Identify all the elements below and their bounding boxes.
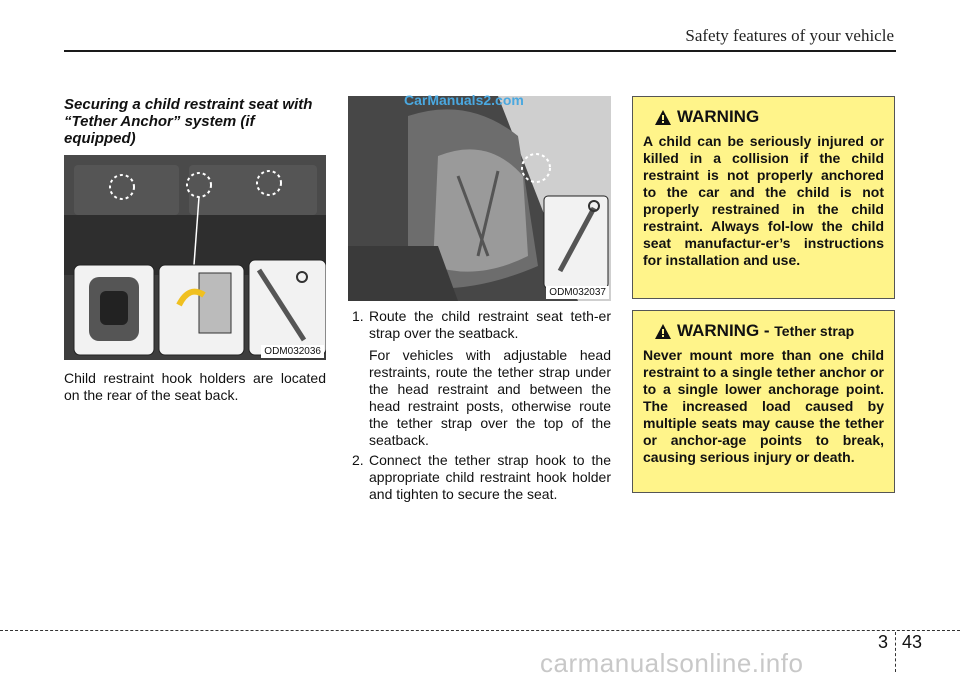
source-watermark: CarManuals2.com (404, 92, 524, 108)
step-2-text: Connect the tether strap hook to the appropriate child restraint hook holder and tighten to secure the seat. (369, 452, 611, 502)
step-1-number: 1. (352, 308, 364, 324)
figure-child-seat (348, 96, 611, 301)
hook-holder-text: Child restraint hook holders are located on the rear of the seat back. (64, 370, 326, 403)
warning-1-title: WARNING (677, 107, 760, 126)
warning-box-2 (632, 310, 895, 493)
warning-2-text: Never mount more than one child restraint to a single tether anchor or to a single lower anchorage point. The increased load caused by multiple seats may cause the tether or anchor-age points to break, causing serious injury or death. (643, 347, 884, 465)
section-heading: Securing a child restraint seat with “Tether Anchor” system (if equipped) (64, 96, 313, 147)
chapter-number: 3 (878, 632, 889, 652)
warning-1-text: A child can be seriously injured or killed in a collision if the child restraint is not properly anchored to the car and the child is not properly restrained in the child restraint. Always fol-low the child seat manufactur-er’s instructions for installation and use. (643, 133, 884, 268)
step-2 (352, 452, 611, 503)
step-2-number: 2. (352, 452, 364, 468)
warning-triangle-icon (655, 110, 671, 125)
step-1-text: Route the child restraint seat teth-er strap over the seatback. (369, 308, 611, 341)
footer-watermark: carmanualsonline.info (540, 648, 804, 678)
footer-rule (0, 630, 960, 631)
step-1-sub: For vehicles with adjustable head restraints, route the tether strap under the head restraint and between the head restraint posts, otherwise route the tether strap over the top of the seatback. (369, 347, 611, 448)
warning-2-subtitle: Tether strap (774, 323, 855, 339)
page-divider (895, 632, 896, 672)
child-seat-illustration (348, 96, 611, 301)
warning-2-header (655, 321, 884, 341)
header-rule (64, 50, 896, 52)
page-number: 43 (902, 632, 923, 652)
warning-triangle-icon (655, 324, 671, 339)
step-1 (352, 308, 611, 342)
warning-box-1 (632, 96, 895, 299)
warning-1-header (655, 107, 884, 127)
hook-holders-illustration (64, 155, 326, 360)
header-title: Safety features of your vehicle (685, 26, 894, 45)
figure-code-1: ODM032036 (261, 345, 324, 358)
warning-2-title: WARNING - (677, 321, 775, 340)
figure-hook-holders (64, 155, 326, 360)
figure-code-2: ODM032037 (546, 286, 609, 299)
